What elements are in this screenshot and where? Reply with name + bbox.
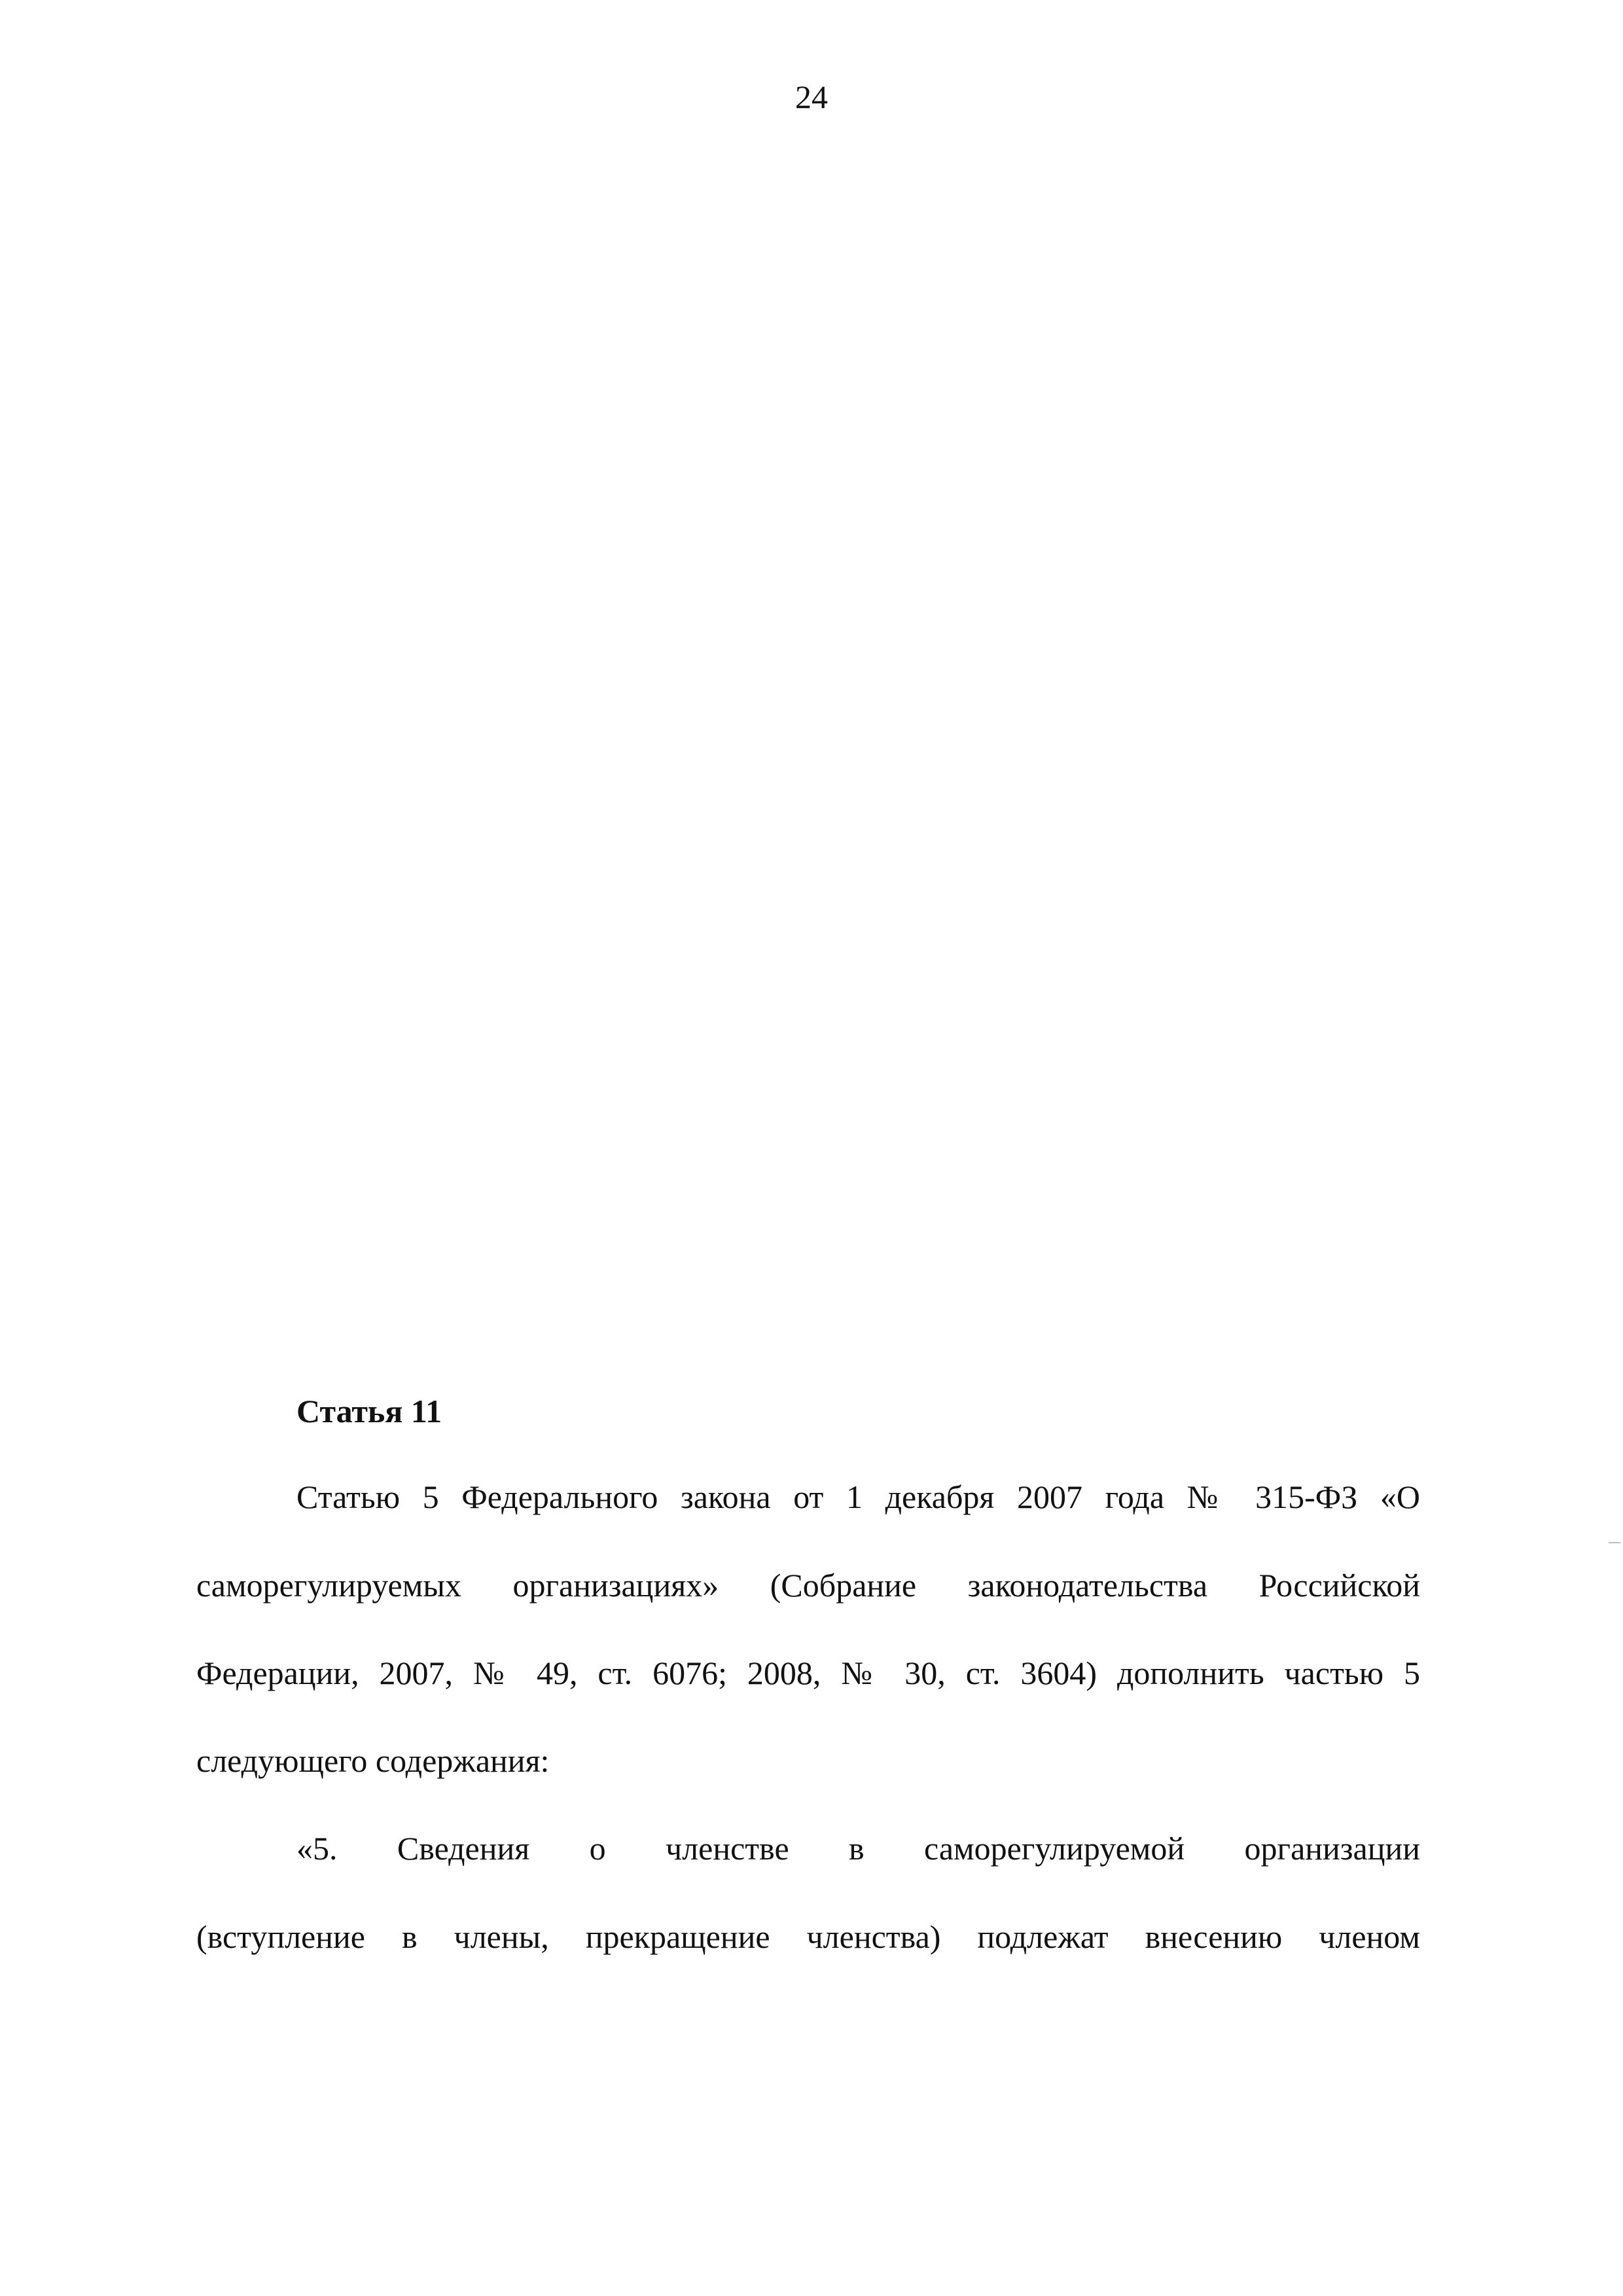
page-number: 24 — [795, 79, 828, 115]
article-heading: Статья 11 — [296, 1393, 442, 1429]
paragraph-line: саморегулируемых организациях» (Собрание законодательства Российской — [196, 1567, 1420, 1604]
paragraph-line: следующего содержания: — [196, 1742, 550, 1779]
paragraph-line: Статью 5 Федерального закона от 1 декабря 2007 года № 315-ФЗ «О — [296, 1479, 1420, 1515]
paragraph-line: Федерации, 2007, № 49, ст. 6076; 2008, № 30, ст. 3604) дополнить частью 5 — [196, 1655, 1420, 1691]
paragraph-line: «5. Сведения о членстве в саморегулируемой организации — [296, 1830, 1420, 1867]
paragraph-line: (вступление в члены, прекращение членства) подлежат внесению членом — [196, 1918, 1420, 1955]
scan-mark — [1609, 1542, 1620, 1543]
